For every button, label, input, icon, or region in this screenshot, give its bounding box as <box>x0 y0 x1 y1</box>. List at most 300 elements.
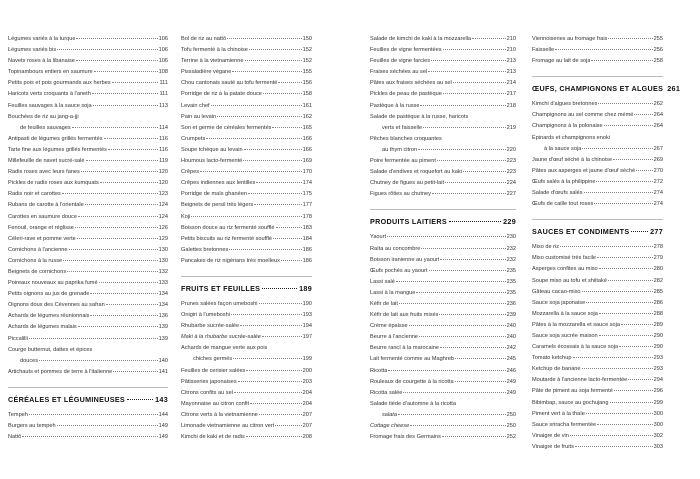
dot-leader <box>67 271 158 272</box>
entry-title: Lassi salé <box>370 278 395 285</box>
toc-entry <box>181 123 312 134</box>
entry-page: 136 <box>158 313 168 320</box>
entry-title: Koji <box>181 213 191 220</box>
entry-title: Fenouil, orange et réglisse <box>8 224 74 231</box>
toc-entry <box>8 256 168 267</box>
toc-entry <box>181 212 312 223</box>
dot-leader <box>403 392 505 393</box>
dot-leader <box>582 148 652 149</box>
toc-entry <box>181 388 312 399</box>
dot-leader <box>246 370 301 371</box>
dot-leader <box>586 413 653 414</box>
entry-page: 250 <box>506 423 516 429</box>
toc-entry <box>8 101 168 112</box>
entry-title: Beurre rancí à la marocaine <box>370 345 440 352</box>
dot-leader <box>575 446 653 447</box>
entry-title: Sauce soja japonaise <box>532 299 586 306</box>
entry-title: Kéfir de lait <box>370 300 398 307</box>
dot-leader <box>85 204 158 205</box>
toc-entry <box>181 223 312 234</box>
section-page: 229 <box>503 217 516 227</box>
toc-entry <box>181 167 312 178</box>
dot-leader <box>597 257 653 258</box>
toc-entry <box>181 432 312 443</box>
entry-title: Poireaux nouveaux au paprika fumé <box>8 280 98 287</box>
dot-leader <box>263 93 302 94</box>
entry-title: Boisson iranienne au yaourt <box>370 256 440 263</box>
entry-page: 111 <box>159 91 168 98</box>
toc-entry <box>532 188 663 199</box>
entry-title: Feuilles de vigne farcies <box>370 58 431 65</box>
entry-page: 250 <box>506 411 516 418</box>
entry-page: 149 <box>158 423 168 429</box>
toc-entry <box>8 345 168 356</box>
toc-entry <box>8 223 168 234</box>
entry-page: 235 <box>506 267 516 274</box>
entry-page: 288 <box>653 310 663 317</box>
entry-page: 175 <box>302 191 312 198</box>
entry-page: 262 <box>653 101 663 108</box>
entry-page: 139 <box>158 335 168 342</box>
dot-leader <box>69 249 158 250</box>
toc-entry <box>532 110 663 121</box>
section-page: 277 <box>650 227 663 237</box>
entry-title: de feuilles sauvages <box>20 124 71 131</box>
toc-entry <box>370 89 516 100</box>
toc-entry <box>181 321 312 332</box>
section-heading <box>532 76 681 95</box>
dot-leader <box>614 390 653 391</box>
entry-title: Carottes en saumure douce <box>8 213 78 220</box>
entry-page: 213 <box>506 58 516 65</box>
toc-entry <box>181 377 312 388</box>
toc-entry <box>8 167 168 178</box>
entry-page: 249 <box>506 378 516 385</box>
entry-title: Son et germe de céréales fermentés <box>181 124 272 131</box>
dot-leader <box>244 149 302 150</box>
dot-leader <box>240 325 302 326</box>
toc-entry <box>181 410 312 421</box>
dot-leader <box>631 231 648 232</box>
entry-title: Champignons au sel comme chez mémé <box>532 112 634 119</box>
entry-page: 204 <box>302 389 312 396</box>
toc-entry <box>181 101 312 112</box>
entry-title: Pâtes à la mozzarella et sauce soja <box>532 321 620 328</box>
toc-entry <box>181 178 312 189</box>
toc-entry <box>181 343 312 354</box>
entry-page: 120 <box>158 169 168 176</box>
toc-entry <box>370 299 516 310</box>
entry-page: 232 <box>506 256 516 263</box>
dot-leader <box>610 402 653 403</box>
entry-title: Levain chef <box>181 102 210 109</box>
entry-page: 130 <box>158 257 168 264</box>
toc-entry <box>8 156 168 167</box>
entry-page: 130 <box>158 246 168 253</box>
entry-page: 302 <box>653 432 663 439</box>
toc-entry <box>370 78 516 89</box>
entry-page: 217 <box>506 91 516 98</box>
entry-title: Kéfir de lait aux fruits mixés <box>370 312 439 319</box>
entry-page: 190 <box>302 300 312 307</box>
entry-page: 126 <box>158 224 168 231</box>
entry-page: 208 <box>302 434 312 441</box>
entry-page: 186 <box>302 257 312 264</box>
dot-leader <box>249 49 302 50</box>
entry-page: 106 <box>158 58 168 65</box>
entry-title: Beignets de cornichons <box>8 268 67 275</box>
toc-entry <box>181 310 312 321</box>
dot-leader <box>22 436 157 437</box>
entry-title: Burgers au tempeh <box>8 423 56 429</box>
entry-page: 203 <box>302 378 312 385</box>
entry-page: 279 <box>653 255 663 262</box>
entry-title: Légumes variés bis <box>8 47 57 54</box>
entry-page: 194 <box>302 323 312 330</box>
entry-title: Soupe miso au tofu et shiitaké <box>532 277 607 284</box>
dot-leader <box>555 49 653 50</box>
dot-leader <box>387 236 506 237</box>
entry-title: Raïta au concombre <box>370 245 421 252</box>
entry-page: 255 <box>653 36 663 42</box>
toc-entry <box>532 342 663 353</box>
entry-page: 134 <box>158 291 168 298</box>
entry-page: 177 <box>302 202 312 209</box>
toc-entry <box>370 189 516 200</box>
dot-leader <box>409 325 506 326</box>
dot-leader <box>604 125 653 126</box>
entry-page: 183 <box>302 224 312 231</box>
dot-leader <box>245 60 302 61</box>
toc-entry <box>181 189 312 200</box>
toc-entry <box>370 432 516 443</box>
entry-page: 230 <box>506 234 516 241</box>
dot-leader <box>428 71 505 72</box>
toc-entry <box>370 288 516 299</box>
entry-page: 113 <box>159 102 168 109</box>
entry-title: Pâtes aux fraises séchées au sel <box>370 80 452 87</box>
entry-page: 286 <box>653 299 663 306</box>
entry-title: Sauce soja sucrée maison <box>532 332 598 339</box>
dot-leader <box>582 291 653 292</box>
entry-title: Salade d'endives et roquefort au kaki <box>370 169 462 176</box>
entry-page: 274 <box>653 190 663 197</box>
entry-page: 235 <box>506 289 516 296</box>
dot-leader <box>259 303 302 304</box>
entry-title: Cornichons à l'ancienne <box>8 246 68 253</box>
toc-entry <box>532 199 663 210</box>
entry-page: 156 <box>302 80 312 87</box>
entry-page: 141 <box>158 368 168 375</box>
entry-title: Champignons à la polonaise <box>532 123 603 130</box>
dot-leader <box>262 336 302 337</box>
entry-title: Radis noir et carottes <box>8 191 61 198</box>
entry-title: Rouleaux de courgette à la ricotta <box>370 378 454 385</box>
dot-leader <box>217 116 302 117</box>
section-heading <box>181 276 312 295</box>
entry-page: 290 <box>653 332 663 339</box>
entry-page: 133 <box>158 280 168 287</box>
entry-page: 240 <box>506 334 516 341</box>
dot-leader <box>246 436 302 437</box>
toc-entry <box>8 334 168 345</box>
dot-leader <box>410 425 505 426</box>
entry-title: Moutarde à l'ancienne lacto-fermentée <box>532 377 628 384</box>
entry-page: 210 <box>506 36 516 42</box>
entry-title: Pâtes aux asperges et jaune d'œuf séché <box>532 167 636 174</box>
toc-entry <box>370 421 516 432</box>
entry-page: 252 <box>506 434 516 441</box>
toc-entry <box>532 45 663 56</box>
toc-entry <box>532 155 663 166</box>
section-title: SAUCES ET CONDIMENTS <box>532 227 630 237</box>
section-heading <box>532 219 663 238</box>
dot-leader <box>238 381 302 382</box>
toc-entry <box>370 232 516 243</box>
entry-title: Millefeuille de navet sucré-salé <box>8 158 85 165</box>
entry-title: Galettes bretonnes <box>181 246 229 253</box>
entry-title: Citrons confits au sel <box>181 389 233 396</box>
entry-page: 264 <box>653 123 663 130</box>
entry-page: 214 <box>506 80 516 87</box>
entry-title: Beurre à l'ancienne <box>370 334 419 341</box>
dot-leader <box>229 249 301 250</box>
entry-title: Haricots verts croquants à l'aneth <box>8 91 91 98</box>
entry-title: Épinards et champignons enoki <box>532 134 611 141</box>
dot-leader <box>582 368 653 369</box>
entry-title: Houmous lacto-fermenté <box>181 158 243 165</box>
dot-leader <box>599 313 653 314</box>
entry-title: Maki à la rhubarbe sucrée-salée <box>181 334 261 341</box>
entry-title: Mayonnaise au citron confit <box>181 400 250 407</box>
dot-leader <box>594 203 652 204</box>
dot-leader <box>586 302 652 303</box>
toc-entry <box>8 311 168 322</box>
entry-title: Beignets de persil très légers <box>181 202 254 209</box>
toc-entry <box>370 167 516 178</box>
dot-leader <box>62 193 158 194</box>
entry-page: 224 <box>506 180 516 187</box>
entry-page: 274 <box>653 201 663 208</box>
entry-title: Cornichons à la russe <box>8 257 63 264</box>
entry-page: 119 <box>159 158 168 165</box>
entry-page: 256 <box>653 47 663 54</box>
entry-title: Artichauts et pommes de terre à l'italienne <box>8 368 113 375</box>
toc-entry <box>532 309 663 320</box>
entry-page: 129 <box>158 235 168 242</box>
entry-title: Crêpes indiennes aux lentilles <box>181 180 256 187</box>
toc-entry <box>181 45 312 56</box>
entry-page: 166 <box>302 146 312 153</box>
dot-leader <box>106 304 158 305</box>
dot-leader <box>90 315 157 316</box>
toc-entry <box>370 388 516 399</box>
dot-leader <box>227 38 302 39</box>
entry-title: Achards de légumes réunionnais <box>8 313 90 320</box>
toc-entry <box>181 421 312 432</box>
entry-title: Pickles de radis roses aux kumquats <box>8 180 99 187</box>
toc-entry <box>8 267 168 278</box>
dot-leader <box>72 127 158 128</box>
toc-entry <box>370 377 516 388</box>
toc-entry <box>370 56 516 67</box>
toc-entry <box>370 123 516 134</box>
toc-entry <box>8 245 168 256</box>
entry-title: Limonade vietnamienne au citron vert <box>181 423 275 429</box>
toc-entry <box>532 375 663 386</box>
dot-leader <box>256 182 301 183</box>
dot-leader <box>573 357 653 358</box>
dot-leader <box>584 192 653 193</box>
entry-title: Radis roses avec leurs fanes <box>8 169 80 176</box>
section-title: FRUITS ET FEUILLES <box>181 283 261 293</box>
dot-leader <box>440 259 505 260</box>
toc-entry <box>370 332 516 343</box>
entry-page: 278 <box>653 244 663 251</box>
entry-page: 294 <box>653 377 663 384</box>
dot-leader <box>100 182 158 183</box>
dot-leader <box>449 221 501 222</box>
dot-leader <box>597 424 653 425</box>
entry-page: 223 <box>506 158 516 165</box>
entry-title: Caramels écossais à la sauce soja <box>532 344 619 351</box>
toc-entry <box>181 299 312 310</box>
toc-entry <box>8 34 168 45</box>
dot-leader <box>233 358 301 359</box>
toc-entry <box>181 256 312 267</box>
entry-title: au thym citron <box>382 146 418 153</box>
entry-title: Œufs salés à la philippine <box>532 178 596 185</box>
dot-leader <box>432 193 506 194</box>
entry-page: 108 <box>158 69 168 76</box>
entry-title: Asperges confites au miso <box>532 266 598 273</box>
entry-page: 258 <box>653 58 663 65</box>
dot-leader <box>57 49 157 50</box>
toc-entry <box>370 134 516 145</box>
entry-title: Œufs de caille tout roses <box>532 201 594 208</box>
entry-page: 120 <box>158 180 168 187</box>
entry-title: Topinambours entiers en saumure <box>8 69 93 76</box>
entry-page: 162 <box>302 113 312 120</box>
toc-entry <box>370 410 516 421</box>
entry-title: Ricotta <box>370 367 388 374</box>
dot-leader <box>608 38 652 39</box>
toc-entry <box>532 364 663 375</box>
dot-leader <box>443 93 506 94</box>
toc-entry <box>181 399 312 410</box>
entry-title: Porridge de riz à la patate douce <box>181 91 262 98</box>
entry-page: 272 <box>653 178 663 185</box>
dot-leader <box>599 268 653 269</box>
toc-entry <box>370 277 516 288</box>
toc-entry <box>8 356 168 367</box>
toc-entry <box>532 34 663 45</box>
entry-page: 124 <box>158 213 168 220</box>
toc-entry <box>181 34 312 45</box>
toc-entry <box>8 300 168 311</box>
dot-leader <box>570 435 653 436</box>
toc-entry <box>532 121 663 132</box>
entry-page: 264 <box>653 112 663 119</box>
entry-page: 111 <box>159 80 168 87</box>
entry-page: 293 <box>653 355 663 362</box>
dot-leader <box>200 171 302 172</box>
toc-entry <box>532 420 663 431</box>
entry-title: Crumpets <box>181 135 206 142</box>
dot-leader <box>455 358 506 359</box>
dot-leader <box>76 38 157 39</box>
entry-page: 289 <box>653 321 663 328</box>
entry-title: Vinaigre de vin <box>532 432 569 439</box>
toc-entry <box>370 112 516 123</box>
toc-entry <box>370 178 516 189</box>
toc-entry <box>181 366 312 377</box>
toc-entry <box>181 234 312 245</box>
entry-title: Faisselle <box>532 47 555 54</box>
entry-page: 106 <box>158 47 168 54</box>
toc-entry <box>181 200 312 211</box>
entry-title: Poire fermentée au piment <box>370 158 436 165</box>
entry-page: 219 <box>506 124 516 131</box>
entry-title: Rhubarbe sucrée-salée <box>181 323 240 330</box>
dot-leader <box>440 347 506 348</box>
dot-leader <box>437 160 506 161</box>
entry-page: 246 <box>506 367 516 374</box>
entry-page: 155 <box>302 69 312 76</box>
toc-entry <box>370 145 516 156</box>
dot-leader <box>599 335 653 336</box>
toc-entry <box>532 298 663 309</box>
entry-page: 303 <box>653 443 663 450</box>
toc-entry <box>8 189 168 200</box>
dot-leader <box>234 392 302 393</box>
entry-title: Pâtisseries japonaises <box>181 378 237 385</box>
entry-page: 106 <box>158 36 168 42</box>
toc-entry <box>8 56 168 67</box>
dot-leader <box>81 171 158 172</box>
dot-leader <box>399 303 506 304</box>
entry-title: Pissaladière végane <box>181 69 232 76</box>
entry-title: Feuilles sauvages à la sauce soja <box>8 102 92 109</box>
entry-page: 300 <box>653 410 663 417</box>
toc-entry <box>8 410 168 421</box>
toc-entry <box>8 234 168 245</box>
entry-page: 290 <box>653 344 663 351</box>
entry-title: Tarte fine aux légumes grillés fermentés <box>8 146 107 153</box>
toc-entry <box>8 278 168 289</box>
toc-entry <box>532 166 663 177</box>
entry-title: Nattō <box>8 434 22 441</box>
entry-title: Cottage cheese <box>370 423 410 429</box>
entry-page: 124 <box>158 202 168 209</box>
dot-leader <box>560 246 653 247</box>
dot-leader <box>445 182 506 183</box>
entry-page: 223 <box>506 169 516 176</box>
dot-leader <box>206 138 301 139</box>
entry-title: Tofu fermenté à la chinoise <box>181 47 248 54</box>
entry-title: Fraises séchées au sel <box>370 69 428 76</box>
toc-entry <box>532 398 663 409</box>
entry-page: 267 <box>653 145 663 152</box>
dot-leader <box>259 414 302 415</box>
dot-leader <box>443 49 506 50</box>
toc-entry <box>370 34 516 45</box>
entry-title: Salade d'œufs salés <box>532 190 583 197</box>
section-title: ŒUFS, CHAMPIGNONS ET ALGUES <box>532 84 664 94</box>
toc-entry <box>8 78 168 89</box>
toc-entry <box>8 200 168 211</box>
dot-leader <box>598 103 652 104</box>
